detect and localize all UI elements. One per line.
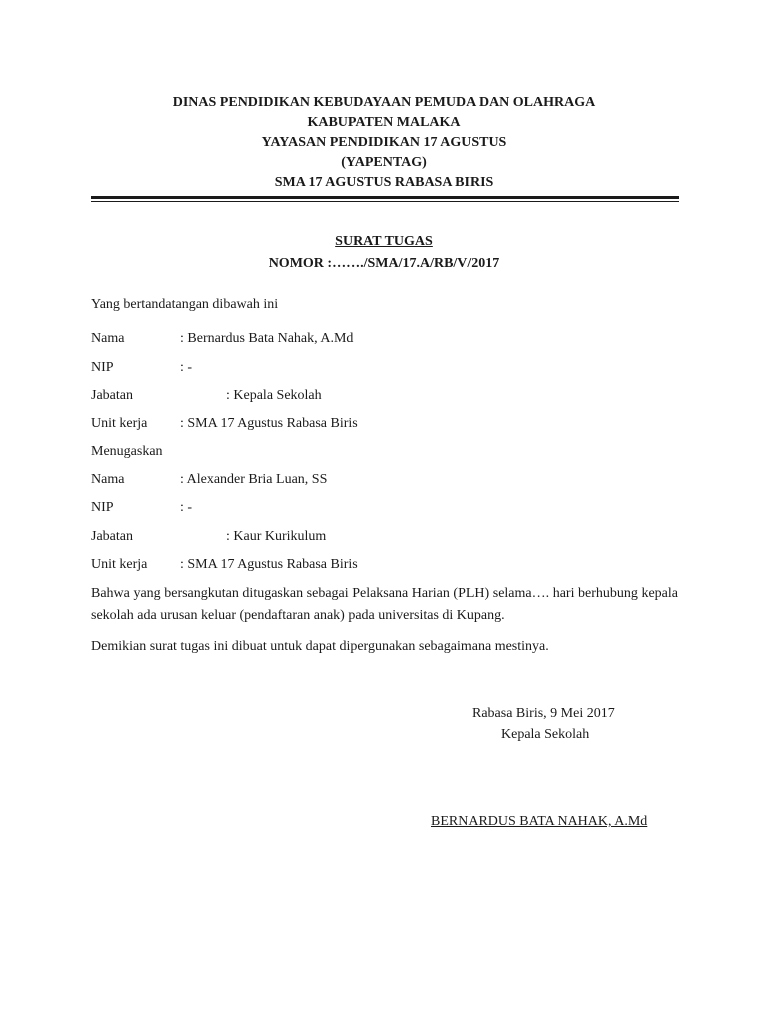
assignee-position-label: Jabatan [91,529,133,544]
signer-unit-value: : SMA 17 Agustus Rabasa Biris [180,416,358,431]
assign-label: Menugaskan [91,444,163,459]
intro-text: Yang bertandatangan dibawah ini [91,297,279,312]
letterhead [0,93,768,193]
assignee-unit-label: Unit kerja [91,557,148,572]
body-paragraph: Bahwa yang bersangkutan ditugaskan sebagai Pelaksana Harian (PLH) selama…. hari berhubung kepala sekolah ada urusan keluar (pendaftaran anak) pada universitas di Kupang. [91,586,678,623]
letterhead-line-5: SMA 17 AGUSTUS RABASA BIRIS [274,175,494,190]
assignee-position-value: : Kaur Kurikulum [226,529,327,544]
letterhead-line-3: YAYASAN PENDIDIKAN 17 AGUSTUS [261,135,507,150]
letterhead-rule-thin [91,201,679,202]
signature-name: BERNARDUS BATA NAHAK, A.Md [431,814,648,829]
signer-unit-label: Unit kerja [91,416,148,431]
document-title: SURAT TUGAS [335,234,433,249]
closing-paragraph: Demikian surat tugas ini dibuat untuk dapat dipergunakan sebagaimana mestinya. [91,639,549,654]
letterhead-line-1: DINAS PENDIDIKAN KEBUDAYAAN PEMUDA DAN OLAHRAGA [172,95,596,110]
assignee-name-label: Nama [91,472,125,487]
signature-position: Kepala Sekolah [501,727,590,742]
signer-position-value: : Kepala Sekolah [226,388,322,403]
document-number: NOMOR :……./SMA/17.A/RB/V/2017 [268,256,500,271]
signature-place-date: Rabasa Biris, 9 Mei 2017 [472,706,615,721]
signer-position-label: Jabatan [91,388,133,403]
letterhead-line-2: KABUPATEN MALAKA [307,115,461,130]
letterhead-line-4: (YAPENTAG) [341,155,427,170]
signer-name-value: : Bernardus Bata Nahak, A.Md [180,331,354,346]
assignee-nip-value: : - [180,500,193,515]
assignee-unit-value: : SMA 17 Agustus Rabasa Biris [180,557,358,572]
letterhead-rule-thick [91,196,679,199]
assignee-nip-label: NIP [91,500,114,515]
assignee-name-value: : Alexander Bria Luan, SS [180,472,328,487]
signer-nip-label: NIP [91,360,114,375]
signer-name-label: Nama [91,331,125,346]
signer-nip-value: : - [180,360,193,375]
